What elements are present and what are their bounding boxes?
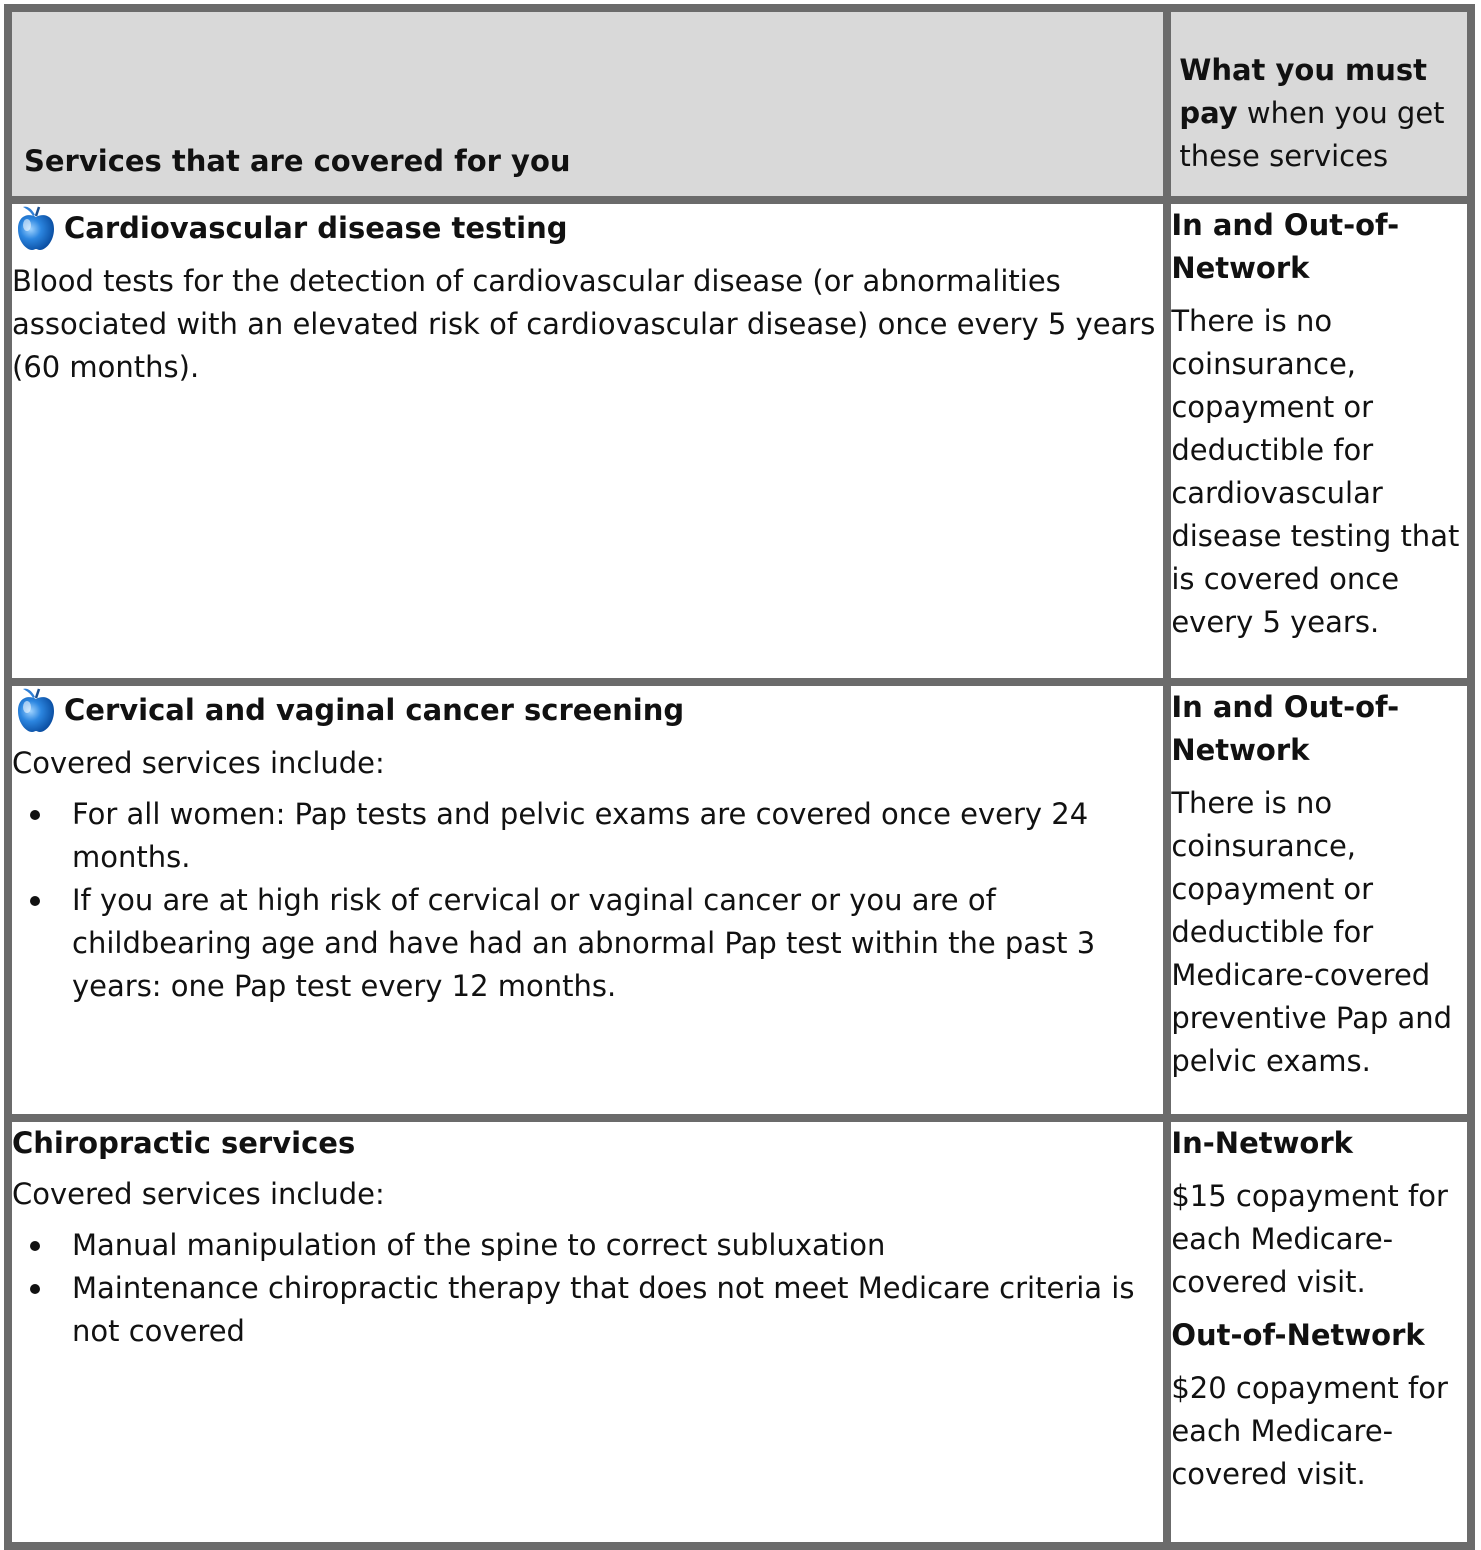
payment-cell [1167, 1118, 1471, 1546]
network-label: In and Out-of-Network [1171, 208, 1400, 285]
service-title-text: Cervical and vaginal cancer screening [64, 692, 685, 727]
service-title [12, 204, 1163, 252]
list-item: Maintenance chiropractic therapy that does not meet Medicare criteria is not covered [12, 1267, 1163, 1353]
list-item: For all women: Pap tests and pelvic exams are covered once every 24 months. [12, 793, 1163, 879]
network-label: In and Out-of-Network [1171, 690, 1400, 767]
benefits-table [4, 4, 1475, 1550]
payment-text: There is no coinsurance, copayment or deductible for Medicare-covered preventive Pap and pelvic exams. [1171, 786, 1453, 1078]
service-cell [8, 1118, 1167, 1546]
payment-header-rest: when you get these services [1179, 96, 1445, 173]
list-item: If you are at high risk of cervical or vaginal cancer or you are of childbearing age and have had an abnormal Pap test within the past 3 years: one Pap test every 12 months. [12, 879, 1163, 1008]
payment-header-bold: What you must pay [1179, 53, 1428, 130]
payment-cell [1167, 682, 1471, 1118]
service-cell [8, 682, 1167, 1118]
table-row [8, 200, 1471, 682]
payment-text: $15 copayment for each Medicare-covered visit. [1171, 1179, 1448, 1299]
table-row [8, 1118, 1471, 1546]
services-column-header: Services that are covered for you [8, 8, 1167, 200]
table-header-row [8, 8, 1471, 200]
service-intro: Covered services include: [12, 1177, 385, 1211]
network-label: Out-of-Network [1171, 1318, 1425, 1352]
payment-text: There is no coinsurance, copayment or deductible for cardiovascular disease testing that is covered once every 5 years. [1171, 304, 1460, 639]
service-bullet-list [12, 1224, 1163, 1353]
service-title-text: Chiropractic services [12, 1126, 356, 1160]
table-row [8, 682, 1471, 1118]
service-title-text: Cardiovascular disease testing [64, 210, 568, 245]
service-title [12, 1122, 1163, 1165]
payment-column-header [1167, 8, 1471, 200]
network-label: In-Network [1171, 1126, 1353, 1160]
payment-text: $20 copayment for each Medicare-covered visit. [1171, 1371, 1448, 1491]
apple-icon [12, 686, 60, 734]
payment-cell [1167, 200, 1471, 682]
service-bullet-list [12, 793, 1163, 1008]
service-cell [8, 200, 1167, 682]
list-item: Manual manipulation of the spine to correct subluxation [12, 1224, 1163, 1267]
apple-icon [12, 204, 60, 252]
service-description: Blood tests for the detection of cardiovascular disease (or abnormalities associated with an elevated risk of cardiovascular disease) once every 5 years (60 months). [12, 264, 1156, 384]
service-title [12, 686, 1163, 734]
service-intro: Covered services include: [12, 746, 385, 780]
